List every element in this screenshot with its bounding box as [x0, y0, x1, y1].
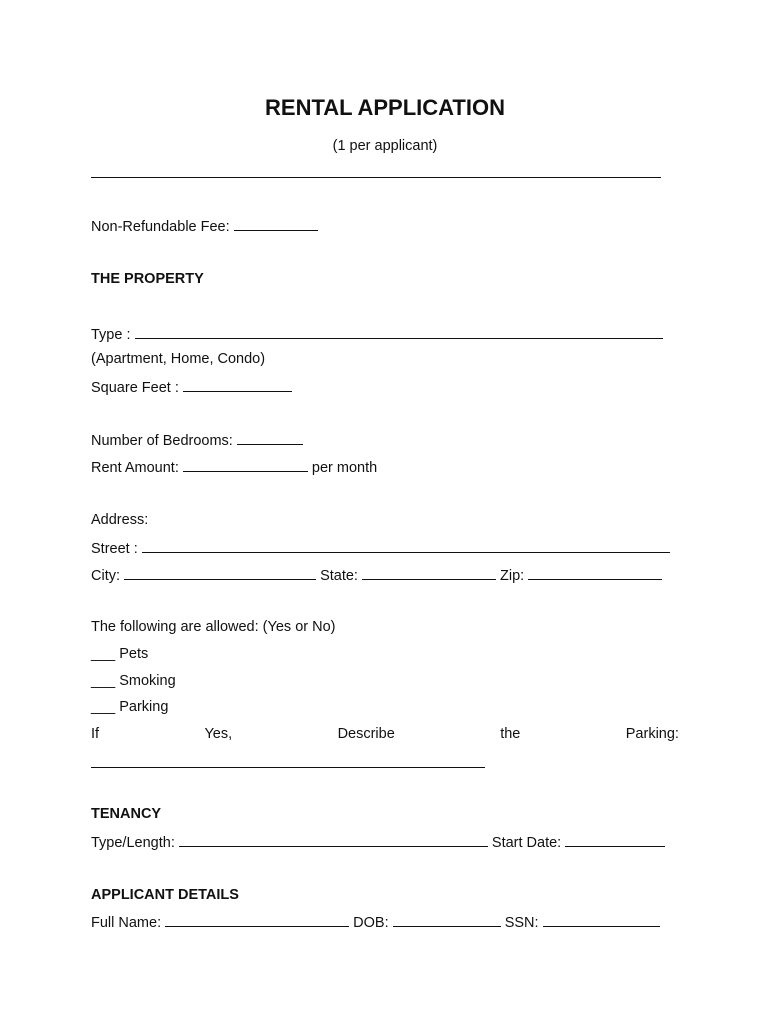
full-name-field[interactable] — [165, 912, 349, 927]
parking-prompt-word: If — [91, 726, 100, 742]
parking-prompt-word: Describe — [337, 726, 395, 742]
smoking-label: Smoking — [119, 673, 176, 689]
tenancy-heading: TENANCY — [91, 806, 162, 822]
pets-label: Pets — [119, 646, 149, 662]
document-subtitle: (1 per applicant) — [332, 138, 438, 154]
fee-label: Non-Refundable Fee: — [91, 219, 230, 235]
city-state-zip-row — [91, 565, 662, 585]
parking-prompt-word: Parking: — [625, 726, 679, 742]
square-feet-field[interactable] — [183, 377, 292, 392]
start-date-field[interactable] — [565, 832, 665, 847]
address-heading: Address: — [91, 512, 149, 528]
rent-label: Rent Amount: — [91, 460, 179, 476]
state-label: State: — [320, 568, 358, 584]
rent-row — [91, 457, 377, 477]
ssn-label: SSN: — [504, 915, 539, 931]
street-field[interactable] — [142, 538, 670, 553]
parking-description-prompt — [91, 725, 679, 743]
tenancy-type-field[interactable] — [179, 832, 488, 847]
smoking-blank[interactable]: ___ — [91, 673, 116, 689]
zip-label: Zip: — [500, 568, 525, 584]
bedrooms-label: Number of Bedrooms: — [91, 433, 233, 449]
zip-field[interactable] — [528, 565, 662, 580]
parking-blank[interactable]: ___ — [91, 699, 116, 715]
property-type-hint: (Apartment, Home, Condo) — [91, 351, 266, 367]
applicant-row — [91, 912, 660, 932]
bedrooms-field[interactable] — [237, 430, 303, 445]
rent-suffix: per month — [311, 460, 378, 476]
applicant-heading: APPLICANT DETAILS — [91, 887, 239, 903]
pets-blank[interactable]: ___ — [91, 646, 116, 662]
ssn-field[interactable] — [543, 912, 660, 927]
property-type-field[interactable] — [135, 324, 663, 339]
parking-description-field[interactable] — [91, 767, 485, 768]
full-name-label: Full Name: — [91, 915, 162, 931]
square-feet-row — [91, 377, 292, 397]
parking-label: Parking — [119, 699, 169, 715]
fee-field[interactable] — [234, 216, 318, 231]
parking-prompt-word: Yes, — [204, 726, 233, 742]
bedrooms-row — [91, 430, 303, 450]
city-field[interactable] — [124, 565, 316, 580]
city-label: City: — [91, 568, 120, 584]
dob-label: DOB: — [353, 915, 389, 931]
street-label: Street : — [91, 541, 138, 557]
property-type-row — [91, 324, 663, 344]
allowed-item-parking — [91, 698, 168, 716]
allowed-item-smoking — [91, 672, 176, 690]
tenancy-row — [91, 832, 665, 852]
rent-field[interactable] — [183, 457, 308, 472]
document-title: RENTAL APPLICATION — [265, 95, 505, 120]
square-feet-label: Square Feet : — [91, 380, 179, 396]
parking-prompt-word: the — [500, 726, 521, 742]
property-type-label: Type : — [91, 327, 131, 343]
property-heading: THE PROPERTY — [91, 271, 204, 287]
fee-row — [91, 216, 318, 236]
start-date-label: Start Date: — [491, 835, 562, 851]
allowed-item-pets — [91, 645, 148, 663]
allowed-heading: The following are allowed: (Yes or No) — [91, 619, 336, 635]
dob-field[interactable] — [393, 912, 501, 927]
street-row — [91, 538, 670, 558]
state-field[interactable] — [362, 565, 496, 580]
tenancy-type-label: Type/Length: — [91, 835, 175, 851]
header-divider — [91, 177, 661, 178]
